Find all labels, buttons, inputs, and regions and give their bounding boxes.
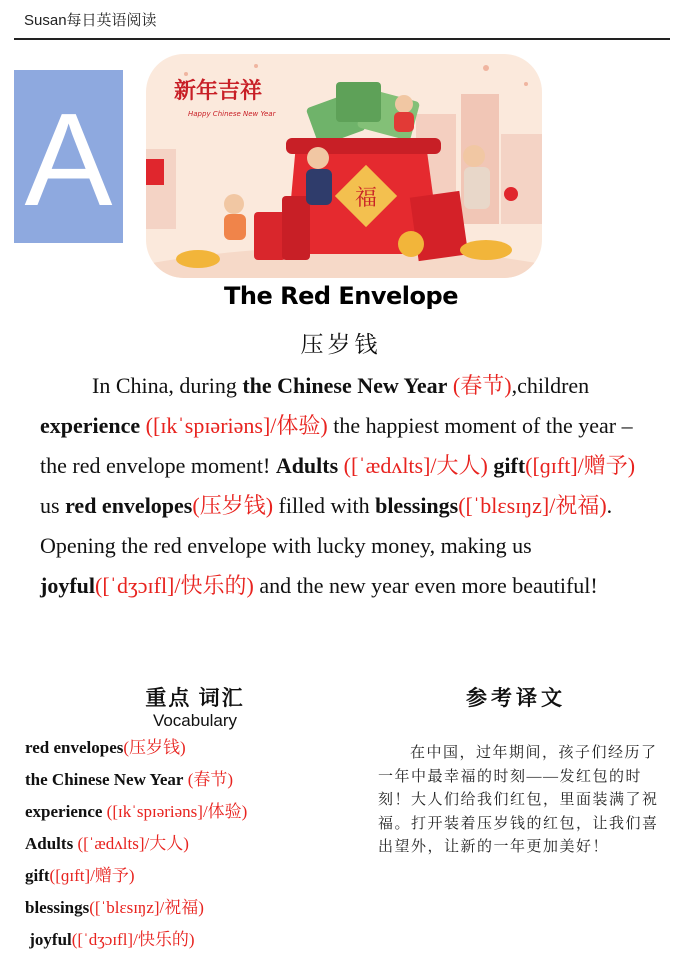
text-run: In China, during [92,373,243,398]
keyword: red envelopes [65,493,193,518]
text-run: children [517,373,590,398]
vocabulary-list [25,736,247,960]
keyword: joyful [40,573,95,598]
gloss: ([ˈædʌlts]/大人) [343,453,488,478]
vocab-item: red envelopes(压岁钱) [25,738,186,757]
text-run: . Opening the red envelope with lucky money, making us [40,493,613,558]
keyword: blessings [375,493,459,518]
text-run: filled with [273,493,376,518]
vocab-item: blessings([ˈblɛsɪŋz]/祝福) [25,898,204,917]
vocab-item: gift([ɡɪft]/赠予) [25,866,135,885]
text-run: the happiest moment of the year – the red envelope moment! [40,413,633,478]
translation-text: 在中国，过年期间，孩子们经历了一年中最幸福的时刻——发红包的时刻！大人们给我们红包，里面装满了祝福。打开装着压岁钱的红包，让我们喜出望外，让新的一年更加美好！ [378,745,659,855]
vocabulary-subheading: Vocabulary [152,711,238,730]
keyword: gift [493,453,526,478]
level-letter-box [14,70,123,243]
story-title: The Red Envelope [224,282,458,310]
translation-heading: 参考译文 [466,686,566,710]
gloss: ([ˈdʒɔɪfl]/快乐的) [95,573,254,598]
banner-title: 新年吉祥 [174,79,263,104]
header-title: Susan每日英语阅读 [24,12,157,29]
banner-subtitle: Happy Chinese New Year [188,110,276,118]
vocab-item: experience ([ɪkˈspɪəriəns]/体验) [25,802,248,821]
page-header [14,0,670,40]
vocab-item: the Chinese New Year (春节) [25,770,234,789]
gloss: ([ɪkˈspɪəriəns]/体验) [145,413,328,438]
keyword: experience [40,413,141,438]
gloss: (压岁钱) [192,493,274,518]
gloss: (春节) [452,373,512,398]
gloss: ([ˈblɛsɪŋz]/祝福) [458,493,607,518]
new-year-illustration [146,54,542,278]
level-letter: A [24,85,113,233]
text-run: us [40,493,66,518]
keyword: the Chinese New Year [242,373,448,398]
fu-character: 福 [354,186,378,211]
text-run: and the new year even more beautiful! [253,573,598,598]
vocabulary-heading: 重点 词汇 [145,686,245,710]
story-paragraph [40,366,648,606]
text-run: , [511,373,518,398]
story-subtitle: 压岁钱 [300,332,382,357]
vocab-item: joyful([ˈdʒɔɪfl]/快乐的) [25,930,195,949]
gloss: ([ɡɪft]/赠予) [525,453,636,478]
vocab-item: Adults ([ˈædʌlts]/大人) [25,834,189,853]
keyword: Adults [275,453,339,478]
